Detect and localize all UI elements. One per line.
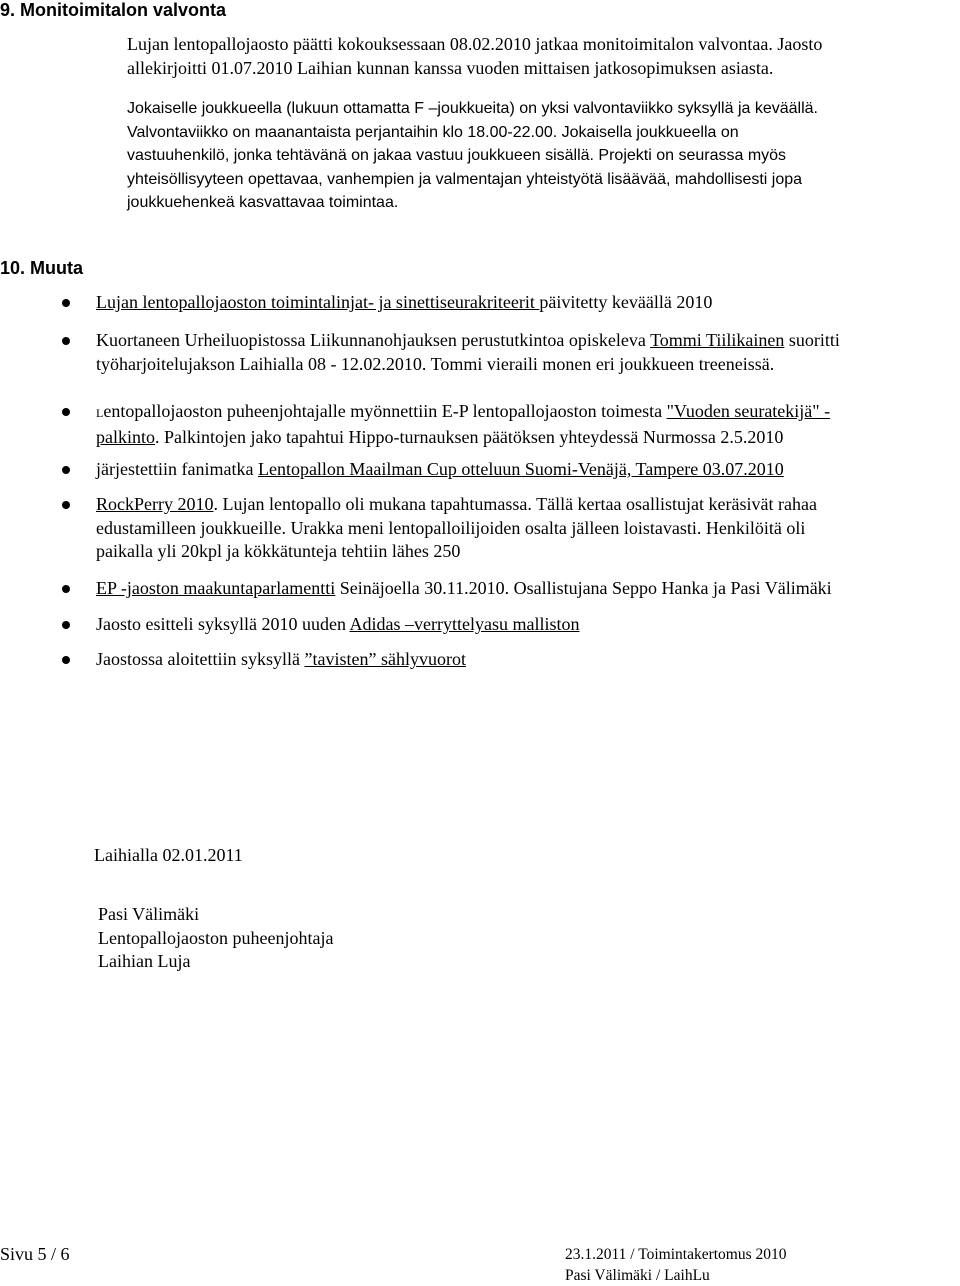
page-number: Sivu 5 / 6: [0, 1244, 70, 1264]
bullet-icon: [62, 656, 70, 664]
bullet-icon: [62, 466, 70, 474]
list-item: [96, 613, 960, 637]
paragraph-line: Valvontaviikko on maanantaista perjantaihin klo 18.00-22.00. Jokaisella joukkueella on: [127, 123, 739, 141]
vuoden-seuratekija-link[interactable]: "Vuoden seuratekijä" -: [666, 401, 831, 421]
rockperry-link[interactable]: RockPerry 2010: [96, 494, 214, 514]
list-item: [96, 458, 960, 482]
list-item: [96, 648, 960, 672]
signer-org: Laihian Luja: [98, 951, 191, 971]
bullet-icon: [62, 501, 70, 509]
sahlyvuorot-link[interactable]: ”tavisten” sählyvuorot: [304, 649, 466, 669]
list-item-text: entopallojaoston puheenjohtajalle myönnettiin E-P lentopallojaoston toimesta: [103, 401, 667, 421]
signature-block: [98, 903, 333, 974]
signer-role: Lentopallojaoston puheenjohtaja: [98, 927, 334, 948]
section-9-heading: 9. Monitoimitalon valvonta: [0, 0, 227, 20]
paragraph-line: joukkuehenkeä kasvattavaa toimintaa.: [127, 194, 399, 211]
toimintalinjat-link[interactable]: Lujan lentopallojaoston toimintalinjat- ja sinettiseurakriteerit: [96, 292, 540, 312]
list-item-text: edustamilleen joukkueille. Urakka meni lentopalloilijoiden osalta jälleen loistavasti. Henkilöitä oli: [96, 517, 806, 538]
bullet-icon: [62, 621, 70, 629]
paragraph-line: allekirjoitti 01.07.2010 Laihian kunnan kanssa vuoden mittaisen jatkosopimuksen asiasta.: [127, 57, 774, 78]
list-item-text: työharjoitelujakson Laihialla 08 - 12.02.2010. Tommi vieraili monen eri joukkueen treeneissä.: [96, 353, 775, 374]
maakuntaparlamentti-link[interactable]: EP -jaoston maakuntaparlamentti: [96, 578, 336, 598]
bullet-icon: [62, 337, 70, 345]
list-item-text: päivitetty keväällä 2010: [539, 292, 713, 312]
list-item-text: . Lujan lentopallo oli mukana tapahtumassa. Tällä kertaa osallistujat keräsivät rahaa: [213, 494, 817, 514]
list-item-text: Jaostossa aloitettiin syksyllä: [96, 649, 305, 669]
list-item-text: Seinäjoella 30.11.2010. Osallistujana Seppo Hanka ja Pasi Välimäki: [335, 578, 832, 598]
list-item-text: . Palkintojen jako tapahtui Hippo-turnauksen päätöksen yhteydessä Nurmossa 2.5.2010: [155, 426, 784, 447]
adidas-link[interactable]: Adidas –verryttelyasu malliston: [349, 614, 580, 634]
list-item: [96, 291, 960, 315]
palkinto-link[interactable]: palkinto: [96, 426, 155, 447]
list-item-text: Jaosto esitteli syksyllä 2010 uuden: [96, 614, 350, 634]
footer-author-line: Pasi Välimäki / LaihLu: [565, 1267, 710, 1284]
section-9-paragraph-1: [127, 33, 942, 80]
bullet-icon: [62, 585, 70, 593]
list-item-text: suoritti: [784, 330, 840, 350]
list-item: [96, 329, 960, 376]
signer-name: Pasi Välimäki: [98, 904, 200, 924]
footer-info: [565, 1244, 787, 1286]
maailman-cup-link[interactable]: Lentopallon Maailman Cup otteluun Suomi-Venäjä, Tampere 03.07.2010: [257, 459, 784, 479]
bullet-icon: [62, 299, 70, 307]
paragraph-line: yhteisöllisyyteen opettavaa, vanhempien ja valmentajan yhteistyötä lisäävää, mahdollisesti jopa: [127, 170, 803, 188]
list-item-text: Kuortaneen Urheiluopistossa Liikunnanohjauksen perustutkintoa opiskeleva: [96, 330, 651, 350]
place-date: Laihialla 02.01.2011: [94, 845, 243, 865]
list-item: [96, 577, 960, 601]
list-item-text: järjestettiin fanimatka: [96, 459, 258, 479]
list-item-text: L: [96, 406, 104, 420]
paragraph-line: vastuuhenkilö, jonka tehtävänä on jakaa vastuu joukkueen sisällä. Projekti on seurassa myös: [127, 147, 787, 164]
list-item: [96, 493, 960, 564]
section-10-heading: 10. Muuta: [0, 258, 84, 278]
tommi-tiilikainen-link[interactable]: Tommi Tiilikainen: [650, 330, 785, 350]
section-9-paragraph-2: [127, 97, 942, 215]
paragraph-line: Jokaiselle joukkueella (lukuun ottamatta F –joukkueita) on yksi valvontaviikko syksyllä ja keväällä.: [127, 100, 818, 117]
paragraph-line: Lujan lentopallojaosto päätti kokouksessaan 08.02.2010 jatkaa monitoimitalon valvontaa. Jaosto: [127, 34, 823, 54]
list-item: [96, 400, 960, 449]
list-item-text: paikalla yli 20kpl ja kökkätunteja tehtiin lähes 250: [96, 541, 461, 561]
footer-doc-line: 23.1.2011 / Toimintakertomus 2010: [565, 1246, 787, 1263]
bullet-icon: [62, 408, 70, 416]
